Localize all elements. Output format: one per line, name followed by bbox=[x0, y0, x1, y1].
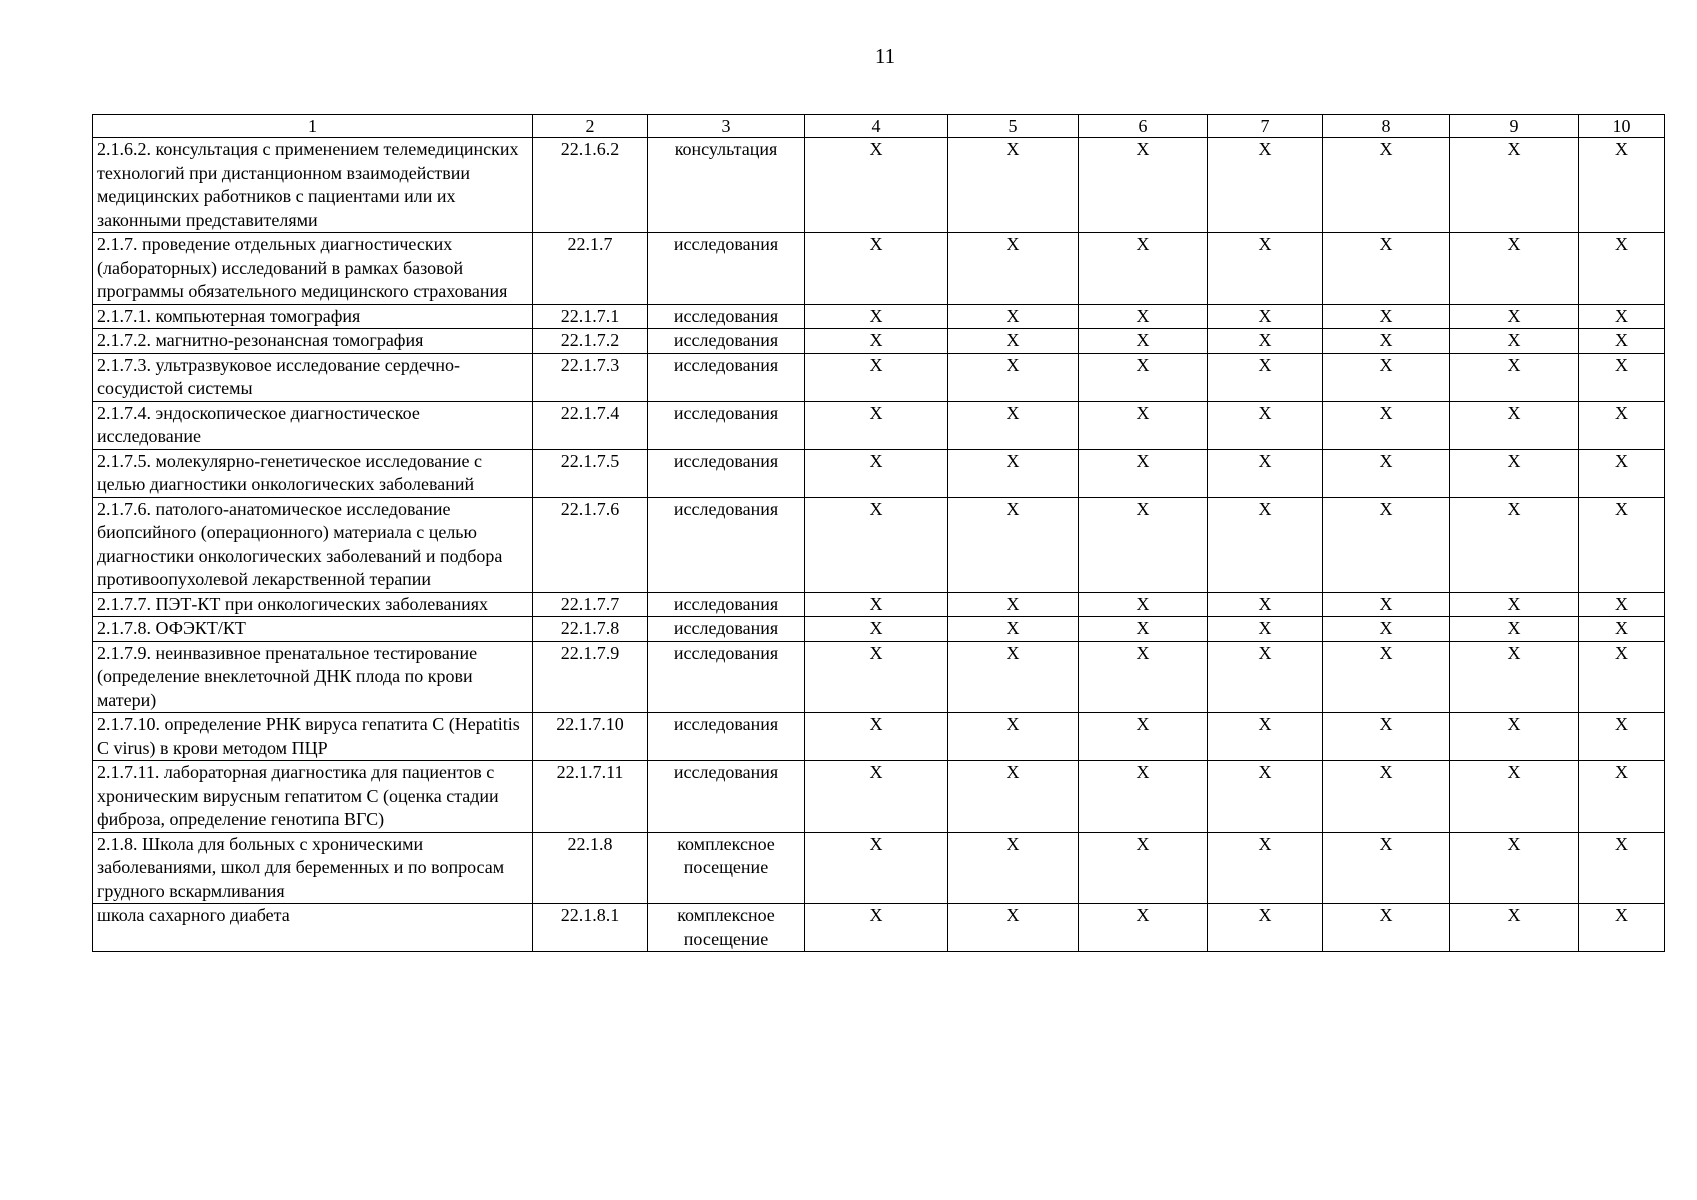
cell-x-mark: X bbox=[805, 304, 948, 329]
cell-x-mark: X bbox=[1323, 713, 1450, 761]
cell-x-mark: X bbox=[1323, 233, 1450, 305]
cell-x-mark: X bbox=[1450, 713, 1579, 761]
cell-x-mark: X bbox=[1450, 904, 1579, 952]
cell-x-mark: X bbox=[1450, 353, 1579, 401]
cell-unit: консультация bbox=[648, 138, 805, 233]
cell-x-mark: X bbox=[1323, 138, 1450, 233]
cell-x-mark: X bbox=[948, 138, 1079, 233]
cell-x-mark: X bbox=[1450, 233, 1579, 305]
cell-service-name: 2.1.7. проведение отдельных диагностических (лабораторных) исследований в рамках базовой программы обязательного медицинского страхования bbox=[93, 233, 533, 305]
cell-x-mark: X bbox=[1579, 353, 1665, 401]
cell-x-mark: X bbox=[1579, 497, 1665, 592]
cell-x-mark: X bbox=[1579, 233, 1665, 305]
cell-x-mark: X bbox=[948, 353, 1079, 401]
cell-row-code: 22.1.7.8 bbox=[533, 617, 648, 642]
table-row bbox=[93, 761, 1665, 833]
cell-x-mark: X bbox=[1579, 713, 1665, 761]
column-header: 5 bbox=[948, 115, 1079, 138]
cell-x-mark: X bbox=[1323, 497, 1450, 592]
cell-x-mark: X bbox=[1208, 641, 1323, 713]
cell-unit: исследования bbox=[648, 713, 805, 761]
table-row bbox=[93, 592, 1665, 617]
cell-x-mark: X bbox=[1323, 449, 1450, 497]
cell-x-mark: X bbox=[1208, 713, 1323, 761]
table-row bbox=[93, 138, 1665, 233]
cell-x-mark: X bbox=[805, 617, 948, 642]
column-header: 9 bbox=[1450, 115, 1579, 138]
cell-x-mark: X bbox=[1208, 449, 1323, 497]
cell-x-mark: X bbox=[1208, 761, 1323, 833]
cell-x-mark: X bbox=[948, 904, 1079, 952]
cell-x-mark: X bbox=[1079, 233, 1208, 305]
cell-x-mark: X bbox=[805, 353, 948, 401]
cell-x-mark: X bbox=[1579, 592, 1665, 617]
cell-x-mark: X bbox=[1450, 761, 1579, 833]
cell-unit: исследования bbox=[648, 592, 805, 617]
cell-x-mark: X bbox=[1208, 353, 1323, 401]
cell-row-code: 22.1.7.7 bbox=[533, 592, 648, 617]
cell-x-mark: X bbox=[1450, 497, 1579, 592]
cell-x-mark: X bbox=[1208, 904, 1323, 952]
cell-x-mark: X bbox=[1323, 641, 1450, 713]
table-row bbox=[93, 713, 1665, 761]
cell-service-name: 2.1.7.5. молекулярно-генетическое исследование с целью диагностики онкологических заболеваний bbox=[93, 449, 533, 497]
cell-unit: исследования bbox=[648, 329, 805, 354]
cell-x-mark: X bbox=[1579, 761, 1665, 833]
cell-x-mark: X bbox=[805, 233, 948, 305]
cell-x-mark: X bbox=[1079, 761, 1208, 833]
cell-x-mark: X bbox=[948, 304, 1079, 329]
cell-x-mark: X bbox=[1079, 641, 1208, 713]
cell-unit: исследования bbox=[648, 304, 805, 329]
cell-x-mark: X bbox=[948, 641, 1079, 713]
cell-x-mark: X bbox=[1579, 401, 1665, 449]
cell-x-mark: X bbox=[1323, 401, 1450, 449]
column-header: 7 bbox=[1208, 115, 1323, 138]
column-header: 2 bbox=[533, 115, 648, 138]
table-row bbox=[93, 904, 1665, 952]
table-row bbox=[93, 641, 1665, 713]
cell-x-mark: X bbox=[948, 617, 1079, 642]
cell-x-mark: X bbox=[1208, 617, 1323, 642]
cell-x-mark: X bbox=[1323, 832, 1450, 904]
cell-unit: исследования bbox=[648, 761, 805, 833]
column-header: 6 bbox=[1079, 115, 1208, 138]
cell-x-mark: X bbox=[1079, 713, 1208, 761]
cell-row-code: 22.1.7.9 bbox=[533, 641, 648, 713]
cell-service-name: 2.1.7.1. компьютерная томография bbox=[93, 304, 533, 329]
cell-row-code: 22.1.7 bbox=[533, 233, 648, 305]
cell-unit: исследования bbox=[648, 617, 805, 642]
cell-x-mark: X bbox=[805, 713, 948, 761]
cell-x-mark: X bbox=[805, 592, 948, 617]
cell-x-mark: X bbox=[948, 832, 1079, 904]
cell-x-mark: X bbox=[805, 329, 948, 354]
cell-service-name: 2.1.8. Школа для больных с хроническими заболеваниями, школ для беременных и по вопросам грудного вскармливания bbox=[93, 832, 533, 904]
cell-x-mark: X bbox=[948, 497, 1079, 592]
cell-unit: комплексное посещение bbox=[648, 904, 805, 952]
column-header: 4 bbox=[805, 115, 948, 138]
cell-service-name: 2.1.7.3. ультразвуковое исследование сердечно-сосудистой системы bbox=[93, 353, 533, 401]
cell-x-mark: X bbox=[1323, 592, 1450, 617]
cell-x-mark: X bbox=[1450, 592, 1579, 617]
cell-x-mark: X bbox=[1079, 497, 1208, 592]
header-row bbox=[93, 115, 1665, 138]
cell-x-mark: X bbox=[805, 401, 948, 449]
cell-row-code: 22.1.7.4 bbox=[533, 401, 648, 449]
column-header: 10 bbox=[1579, 115, 1665, 138]
table-body bbox=[93, 115, 1665, 952]
cell-x-mark: X bbox=[948, 761, 1079, 833]
table-row bbox=[93, 233, 1665, 305]
cell-x-mark: X bbox=[805, 761, 948, 833]
cell-service-name: 2.1.7.2. магнитно-резонансная томография bbox=[93, 329, 533, 354]
cell-x-mark: X bbox=[1450, 832, 1579, 904]
column-header: 8 bbox=[1323, 115, 1450, 138]
cell-x-mark: X bbox=[1323, 761, 1450, 833]
cell-row-code: 22.1.7.10 bbox=[533, 713, 648, 761]
cell-x-mark: X bbox=[805, 138, 948, 233]
cell-x-mark: X bbox=[948, 401, 1079, 449]
cell-x-mark: X bbox=[1079, 617, 1208, 642]
cell-x-mark: X bbox=[1323, 329, 1450, 354]
cell-x-mark: X bbox=[1579, 617, 1665, 642]
cell-service-name: школа сахарного диабета bbox=[93, 904, 533, 952]
cell-service-name: 2.1.7.7. ПЭТ-КТ при онкологических заболеваниях bbox=[93, 592, 533, 617]
cell-x-mark: X bbox=[1450, 449, 1579, 497]
cell-x-mark: X bbox=[1450, 617, 1579, 642]
cell-x-mark: X bbox=[1450, 138, 1579, 233]
cell-x-mark: X bbox=[1450, 401, 1579, 449]
table-row bbox=[93, 832, 1665, 904]
cell-x-mark: X bbox=[948, 592, 1079, 617]
cell-x-mark: X bbox=[805, 449, 948, 497]
cell-x-mark: X bbox=[805, 497, 948, 592]
cell-x-mark: X bbox=[1208, 304, 1323, 329]
cell-x-mark: X bbox=[1079, 832, 1208, 904]
cell-x-mark: X bbox=[1079, 353, 1208, 401]
cell-x-mark: X bbox=[1079, 401, 1208, 449]
cell-x-mark: X bbox=[1579, 304, 1665, 329]
table-row bbox=[93, 617, 1665, 642]
cell-x-mark: X bbox=[1323, 617, 1450, 642]
cell-x-mark: X bbox=[948, 329, 1079, 354]
cell-unit: исследования bbox=[648, 641, 805, 713]
cell-x-mark: X bbox=[1079, 592, 1208, 617]
table-row bbox=[93, 304, 1665, 329]
cell-row-code: 22.1.7.3 bbox=[533, 353, 648, 401]
cell-x-mark: X bbox=[1579, 832, 1665, 904]
cell-row-code: 22.1.7.5 bbox=[533, 449, 648, 497]
cell-x-mark: X bbox=[948, 713, 1079, 761]
cell-x-mark: X bbox=[1450, 329, 1579, 354]
cell-unit: исследования bbox=[648, 497, 805, 592]
cell-x-mark: X bbox=[1208, 497, 1323, 592]
cell-x-mark: X bbox=[1079, 138, 1208, 233]
cell-service-name: 2.1.7.6. патолого-анатомическое исследование биопсийного (операционного) материала с целью диагностики онкологических заболеваний и подбора противоопухолевой лекарственной терапии bbox=[93, 497, 533, 592]
cell-x-mark: X bbox=[1579, 904, 1665, 952]
cell-x-mark: X bbox=[1079, 449, 1208, 497]
cell-service-name: 2.1.7.9. неинвазивное пренатальное тестирование (определение внеклеточной ДНК плода по крови матери) bbox=[93, 641, 533, 713]
cell-service-name: 2.1.6.2. консультация с применением телемедицинских технологий при дистанционном взаимодействии медицинских работников с пациентами или их законными представителями bbox=[93, 138, 533, 233]
cell-row-code: 22.1.7.2 bbox=[533, 329, 648, 354]
table-row bbox=[93, 497, 1665, 592]
cell-x-mark: X bbox=[1323, 353, 1450, 401]
cell-row-code: 22.1.8.1 bbox=[533, 904, 648, 952]
cell-x-mark: X bbox=[805, 904, 948, 952]
cell-x-mark: X bbox=[1579, 449, 1665, 497]
cell-row-code: 22.1.7.11 bbox=[533, 761, 648, 833]
data-table bbox=[92, 114, 1665, 952]
cell-x-mark: X bbox=[1208, 233, 1323, 305]
cell-unit: исследования bbox=[648, 233, 805, 305]
table-row bbox=[93, 329, 1665, 354]
table-row bbox=[93, 449, 1665, 497]
table-row bbox=[93, 353, 1665, 401]
column-header: 3 bbox=[648, 115, 805, 138]
cell-x-mark: X bbox=[1079, 304, 1208, 329]
cell-x-mark: X bbox=[1323, 904, 1450, 952]
cell-x-mark: X bbox=[805, 641, 948, 713]
cell-service-name: 2.1.7.11. лабораторная диагностика для пациентов с хроническим вирусным гепатитом С (оценка стадии фиброза, определение генотипа ВГС) bbox=[93, 761, 533, 833]
cell-x-mark: X bbox=[1208, 401, 1323, 449]
cell-x-mark: X bbox=[1579, 138, 1665, 233]
cell-x-mark: X bbox=[1450, 641, 1579, 713]
cell-x-mark: X bbox=[1208, 329, 1323, 354]
cell-unit: исследования bbox=[648, 353, 805, 401]
cell-service-name: 2.1.7.4. эндоскопическое диагностическое исследование bbox=[93, 401, 533, 449]
cell-x-mark: X bbox=[805, 832, 948, 904]
page-number: 11 bbox=[874, 44, 896, 68]
column-header: 1 bbox=[93, 115, 533, 138]
cell-service-name: 2.1.7.10. определение РНК вируса гепатита С (Hepatitis C virus) в крови методом ПЦР bbox=[93, 713, 533, 761]
cell-row-code: 22.1.7.6 bbox=[533, 497, 648, 592]
cell-row-code: 22.1.8 bbox=[533, 832, 648, 904]
cell-unit: исследования bbox=[648, 401, 805, 449]
cell-x-mark: X bbox=[1208, 832, 1323, 904]
cell-unit: комплексное посещение bbox=[648, 832, 805, 904]
cell-unit: исследования bbox=[648, 449, 805, 497]
cell-x-mark: X bbox=[948, 449, 1079, 497]
cell-x-mark: X bbox=[1208, 138, 1323, 233]
cell-service-name: 2.1.7.8. ОФЭКТ/КТ bbox=[93, 617, 533, 642]
cell-row-code: 22.1.6.2 bbox=[533, 138, 648, 233]
cell-x-mark: X bbox=[1323, 304, 1450, 329]
cell-x-mark: X bbox=[1079, 329, 1208, 354]
cell-x-mark: X bbox=[1079, 904, 1208, 952]
cell-row-code: 22.1.7.1 bbox=[533, 304, 648, 329]
table-row bbox=[93, 401, 1665, 449]
cell-x-mark: X bbox=[1208, 592, 1323, 617]
cell-x-mark: X bbox=[1579, 641, 1665, 713]
cell-x-mark: X bbox=[948, 233, 1079, 305]
cell-x-mark: X bbox=[1450, 304, 1579, 329]
cell-x-mark: X bbox=[1579, 329, 1665, 354]
